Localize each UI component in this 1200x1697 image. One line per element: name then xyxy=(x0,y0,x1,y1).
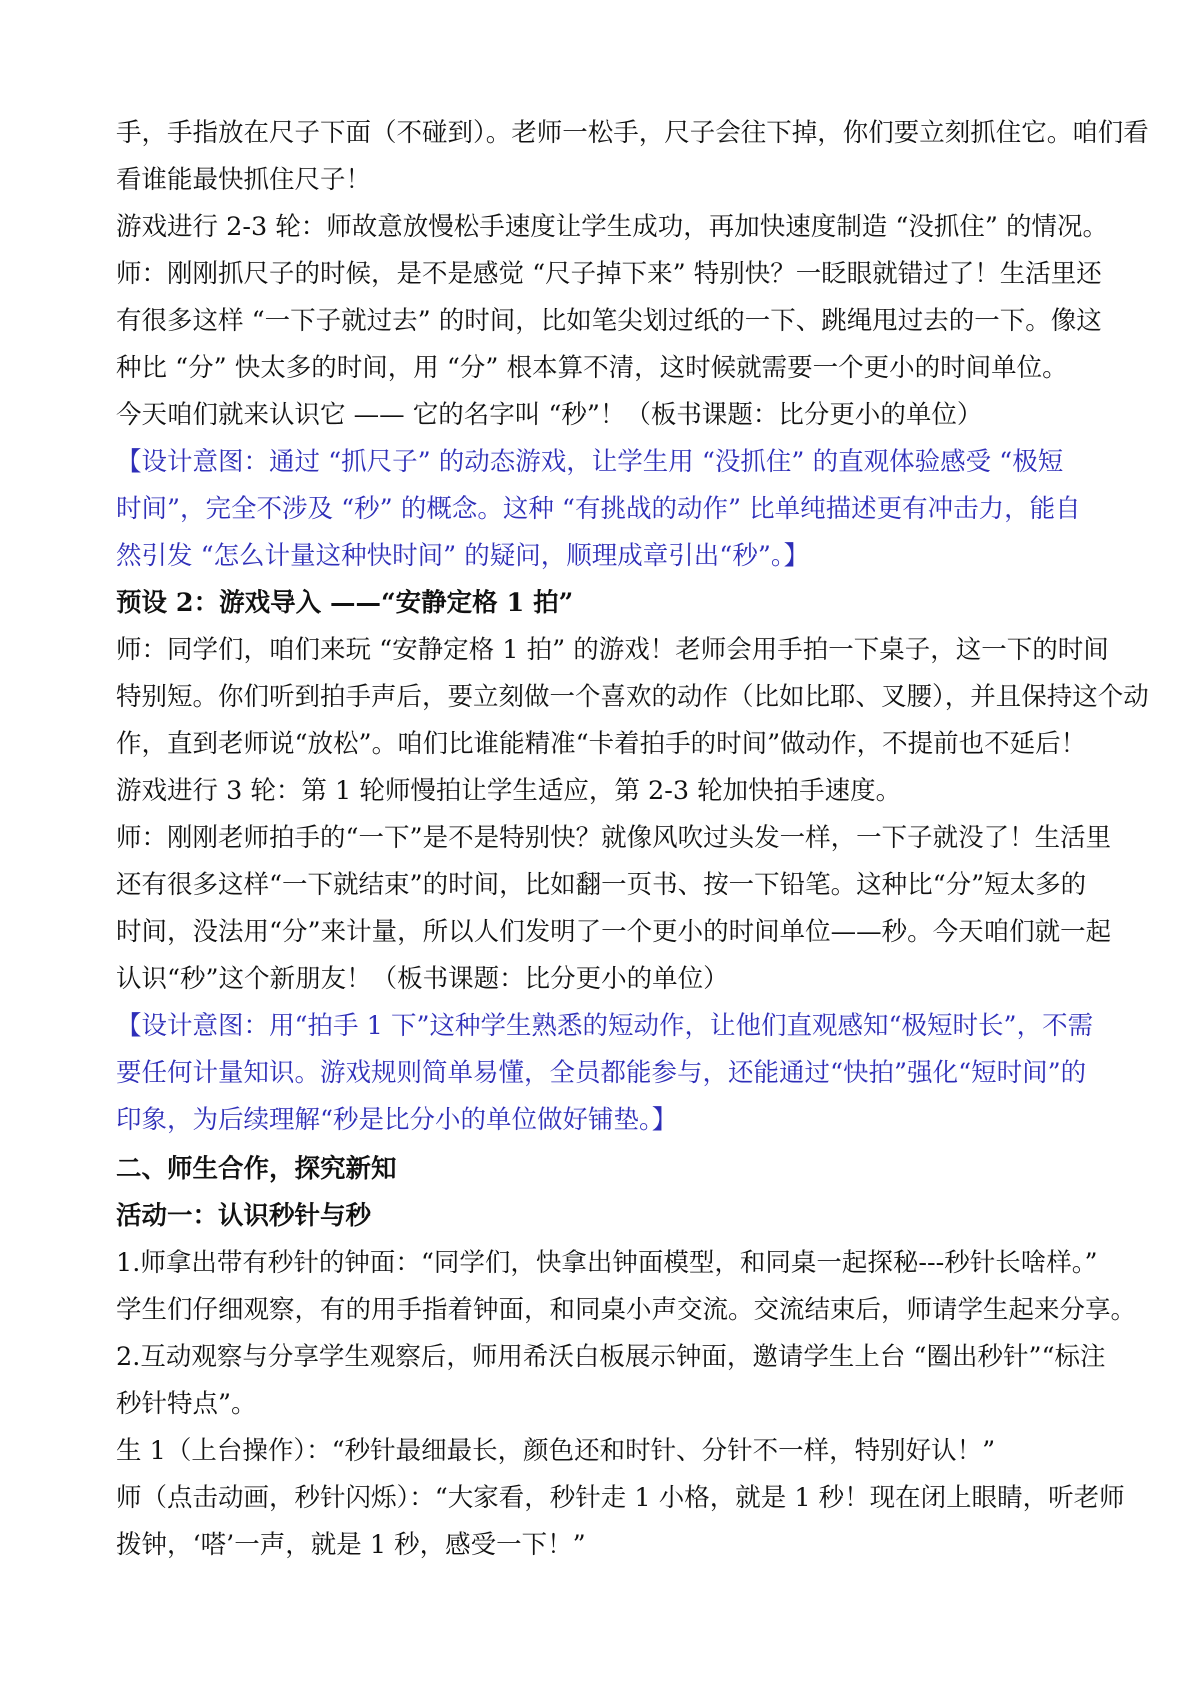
text-line: 游戏进行 2-3 轮：师故意放慢松手速度让学生成功，再加快速度制造 “没抓住” 的情况。 xyxy=(116,212,1109,242)
text-line: 手，手指放在尺子下面（不碰到）。老师一松手，尺子会往下掉，你们要立刻抓住它。咱们看 xyxy=(116,118,1149,148)
text-line: 种比 “分” 快太多的时间，用 “分” 根本算不清，这时候就需要一个更小的时间单位。 xyxy=(116,353,1068,383)
text-line: 印象，为后续理解“秒是比分小的单位做好铺垫。】 xyxy=(116,1105,678,1135)
text-line: 【设计意图：通过 “抓尺子” 的动态游戏，让学生用 “没抓住” 的直观体验感受 “极短 xyxy=(116,447,1064,477)
paragraph-whiteboard-interaction xyxy=(116,1334,1106,1428)
text-line: 游戏进行 3 轮：第 1 轮师慢拍让学生适应，第 2-3 轮加快拍手速度。 xyxy=(116,776,902,806)
text-line: 时间”，完全不涉及 “秒” 的概念。这种 “有挑战的动作” 比单纯描述更有冲击力，能自 xyxy=(116,494,1081,524)
document-page xyxy=(116,110,1149,1569)
text-line: 还有很多这样“一下就结束”的时间，比如翻一页书、按一下铅笔。这种比“分”短太多的 xyxy=(116,870,1087,900)
activity-1-heading: 活动一：认识秒针与秒 xyxy=(116,1201,372,1231)
text-line: 师：刚刚老师拍手的“一下”是不是特别快？就像风吹过头发一样，一下子就没了！生活里 xyxy=(116,823,1112,853)
paragraph-clap-rounds xyxy=(116,768,1098,815)
text-line: 学生们仔细观察，有的用手指着钟面，和同桌小声交流。交流结束后，师请学生起来分享。 xyxy=(116,1295,1137,1325)
paragraph-teacher-transition xyxy=(116,251,1102,439)
paragraph-ruler-game-instructions xyxy=(116,110,1149,204)
text-line: 作，直到老师说“放松”。咱们比谁能精准“卡着拍手的时间”做动作，不提前也不延后！ xyxy=(116,729,1087,759)
text-line: 师：刚刚抓尺子的时候，是不是感觉 “尺子掉下来” 特别快？一眨眼就错过了！生活里还 xyxy=(116,259,1102,289)
paragraph-game-rounds xyxy=(116,204,1109,251)
text-line: 师（点击动画，秒针闪烁）：“大家看，秒针走 1 小格，就是 1 秒！现在闭上眼睛，听老师 xyxy=(116,1483,1125,1513)
text-line: 看谁能最快抓住尺子！ xyxy=(116,165,372,195)
text-line: 今天咱们就来认识它 —— 它的名字叫 “秒”！（板书课题：比分更小的单位） xyxy=(116,400,983,430)
paragraph-student-1-answer xyxy=(116,1428,1098,1475)
paragraph-teacher-introduces-second xyxy=(116,815,1112,1003)
text-line: 认识“秒”这个新朋友！（板书课题：比分更小的单位） xyxy=(116,964,729,994)
paragraph-freeze-game-instructions xyxy=(116,627,1149,768)
text-line: 有很多这样 “一下子就过去” 的时间，比如笔尖划过纸的一下、跳绳甩过去的一下。像这 xyxy=(116,306,1102,336)
preset-2-heading: 预设 2：游戏导入 ——“安静定格 1 拍” xyxy=(116,588,574,618)
text-line: 【设计意图：用“拍手 1 下”这种学生熟悉的短动作，让他们直观感知“极短时长”，不需 xyxy=(116,1011,1094,1041)
paragraph-clock-face-exploration xyxy=(116,1240,1137,1334)
design-intent-note-2 xyxy=(116,1003,1098,1144)
text-line: 秒针特点”。 xyxy=(116,1389,257,1419)
text-line: 1.师拿出带有秒针的钟面：“同学们，快拿出钟面模型，和同桌一起探秘---秒针长啥样。” xyxy=(116,1248,1098,1278)
text-line: 生 1（上台操作）：“秒针最细最长，颜色还和时针、分针不一样，特别好认！” xyxy=(116,1436,996,1466)
text-line: 时间，没法用“分”来计量，所以人们发明了一个更小的时间单位——秒。今天咱们就一起 xyxy=(116,917,1112,947)
text-line: 然引发 “怎么计量这种快时间” 的疑问，顺理成章引出“秒”。】 xyxy=(116,541,810,571)
text-line: 特别短。你们听到拍手声后，要立刻做一个喜欢的动作（比如比耶、叉腰），并且保持这个动 xyxy=(116,682,1149,712)
text-line: 拨钟，‘嗒’一声，就是 1 秒，感受一下！” xyxy=(116,1530,586,1560)
paragraph-teacher-animation xyxy=(116,1475,1125,1569)
section-2-heading: 二、师生合作，探究新知 xyxy=(116,1154,397,1184)
text-line: 师：同学们，咱们来玩 “安静定格 1 拍” 的游戏！老师会用手拍一下桌子，这一下的时间 xyxy=(116,635,1109,665)
text-line: 要任何计量知识。游戏规则简单易懂，全员都能参与，还能通过“快拍”强化“短时间”的 xyxy=(116,1058,1087,1088)
design-intent-note-1 xyxy=(116,439,1098,580)
text-line: 2.互动观察与分享学生观察后，师用希沃白板展示钟面，邀请学生上台 “圈出秒针”“标注 xyxy=(116,1342,1106,1372)
